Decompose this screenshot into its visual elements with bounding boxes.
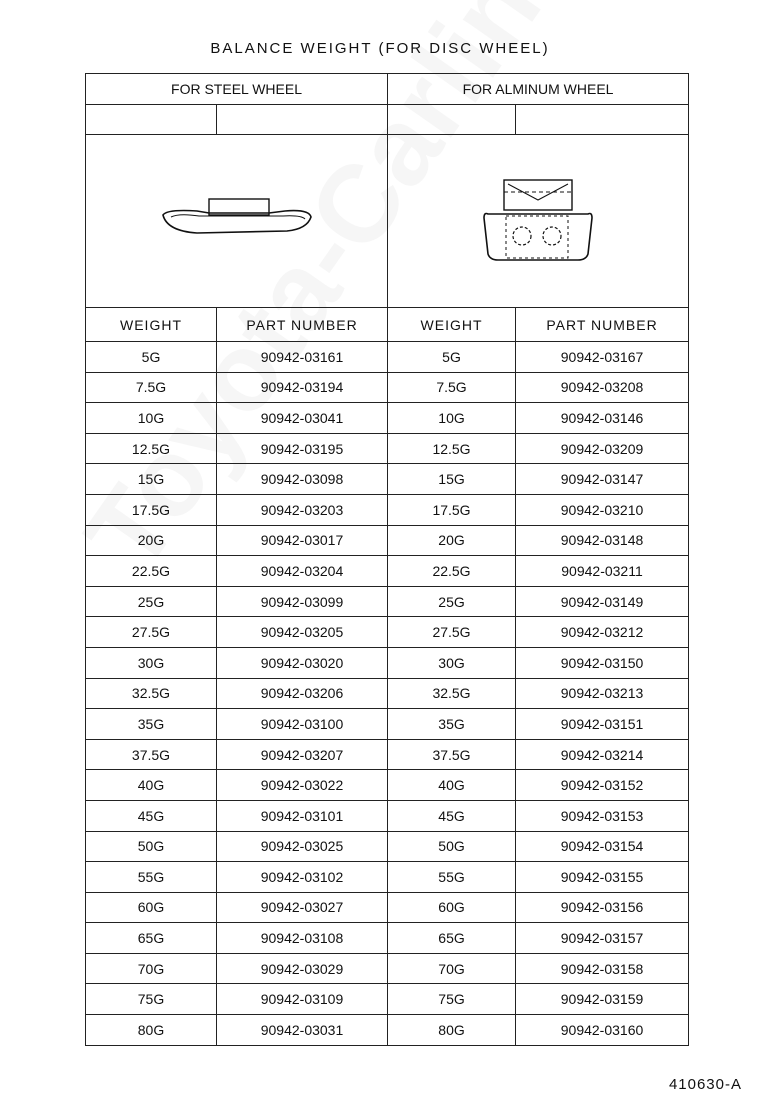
steel-wheel-header: FOR STEEL WHEEL [86, 74, 388, 105]
aluminum-part-number-cell: 90942-03211 [516, 556, 689, 587]
aluminum-weight-cell: 35G [388, 709, 516, 740]
blank-cell [388, 105, 516, 135]
aluminum-part-number-cell: 90942-03151 [516, 709, 689, 740]
table-row [86, 433, 689, 464]
figure-id: 410630-A [668, 1076, 742, 1093]
table-row [86, 617, 689, 648]
steel-weight-cell: 70G [86, 953, 217, 984]
aluminum-weight-illustration [478, 176, 598, 266]
steel-part-number-cell: 90942-03109 [217, 984, 388, 1015]
blank-cell [217, 105, 388, 135]
aluminum-part-number-cell: 90942-03214 [516, 739, 689, 770]
steel-part-number-cell: 90942-03017 [217, 525, 388, 556]
aluminum-part-number-cell: 90942-03208 [516, 372, 689, 403]
aluminum-weight-cell: 5G [388, 342, 516, 373]
table-row [86, 923, 689, 954]
steel-part-number-cell: 90942-03098 [217, 464, 388, 495]
aluminum-weight-cell: 37.5G [388, 739, 516, 770]
steel-part-number-cell: 90942-03108 [217, 923, 388, 954]
aluminum-weight-cell: 15G [388, 464, 516, 495]
steel-weight-cell: 5G [86, 342, 217, 373]
steel-part-number-cell: 90942-03100 [217, 709, 388, 740]
steel-weight-cell: 22.5G [86, 556, 217, 587]
steel-weight-column-header: WEIGHT [86, 308, 217, 342]
steel-part-number-cell: 90942-03029 [217, 953, 388, 984]
aluminum-weight-cell: 17.5G [388, 494, 516, 525]
aluminum-part-number-cell: 90942-03158 [516, 953, 689, 984]
aluminum-part-number-cell: 90942-03213 [516, 678, 689, 709]
aluminum-part-number-cell: 90942-03147 [516, 464, 689, 495]
steel-part-number-cell: 90942-03207 [217, 739, 388, 770]
table-row [86, 372, 689, 403]
steel-weight-illustration-cell [86, 135, 388, 308]
aluminum-part-number-cell: 90942-03210 [516, 494, 689, 525]
steel-weight-cell: 75G [86, 984, 217, 1015]
aluminum-weight-cell: 25G [388, 586, 516, 617]
steel-weight-cell: 37.5G [86, 739, 217, 770]
table-row [86, 1015, 689, 1046]
blank-cell [516, 105, 689, 135]
steel-part-number-cell: 90942-03195 [217, 433, 388, 464]
steel-weight-cell: 40G [86, 770, 217, 801]
steel-weight-cell: 55G [86, 862, 217, 893]
steel-weight-cell: 30G [86, 647, 217, 678]
steel-weight-cell: 65G [86, 923, 217, 954]
steel-part-number-cell: 90942-03102 [217, 862, 388, 893]
table-row [86, 739, 689, 770]
table-row [86, 556, 689, 587]
table-row [86, 892, 689, 923]
steel-part-number-cell: 90942-03206 [217, 678, 388, 709]
aluminum-weight-cell: 30G [388, 647, 516, 678]
table-row [86, 464, 689, 495]
aluminum-part-number-cell: 90942-03157 [516, 923, 689, 954]
table-row [86, 984, 689, 1015]
steel-part-number-cell: 90942-03194 [217, 372, 388, 403]
aluminum-part-number-cell: 90942-03160 [516, 1015, 689, 1046]
table-row [86, 800, 689, 831]
aluminum-part-number-cell: 90942-03146 [516, 403, 689, 434]
steel-part-number-cell: 90942-03041 [217, 403, 388, 434]
aluminum-part-number-column-header: PART NUMBER [516, 308, 689, 342]
table-row [86, 770, 689, 801]
aluminum-part-number-cell: 90942-03212 [516, 617, 689, 648]
table-row [86, 831, 689, 862]
steel-weight-cell: 45G [86, 800, 217, 831]
steel-weight-cell: 17.5G [86, 494, 217, 525]
aluminum-weight-illustration-cell [388, 135, 689, 308]
aluminum-weight-cell: 60G [388, 892, 516, 923]
steel-part-number-cell: 90942-03099 [217, 586, 388, 617]
table-row [86, 342, 689, 373]
aluminum-weight-cell: 7.5G [388, 372, 516, 403]
aluminum-weight-cell: 22.5G [388, 556, 516, 587]
steel-weight-cell: 50G [86, 831, 217, 862]
aluminum-part-number-cell: 90942-03159 [516, 984, 689, 1015]
aluminum-weight-cell: 12.5G [388, 433, 516, 464]
table-row [86, 862, 689, 893]
aluminum-weight-cell: 45G [388, 800, 516, 831]
aluminum-part-number-cell: 90942-03153 [516, 800, 689, 831]
steel-weight-cell: 80G [86, 1015, 217, 1046]
aluminum-part-number-cell: 90942-03156 [516, 892, 689, 923]
table-row [86, 647, 689, 678]
steel-weight-cell: 32.5G [86, 678, 217, 709]
aluminum-weight-cell: 40G [388, 770, 516, 801]
steel-weight-cell: 7.5G [86, 372, 217, 403]
steel-part-number-cell: 90942-03205 [217, 617, 388, 648]
aluminum-weight-cell: 50G [388, 831, 516, 862]
steel-weight-cell: 25G [86, 586, 217, 617]
aluminum-weight-cell: 32.5G [388, 678, 516, 709]
steel-weight-cell: 60G [86, 892, 217, 923]
balance-weight-table [85, 73, 689, 1046]
steel-part-number-cell: 90942-03027 [217, 892, 388, 923]
steel-part-number-cell: 90942-03204 [217, 556, 388, 587]
table-row [86, 709, 689, 740]
steel-weight-illustration [157, 191, 317, 251]
aluminum-part-number-cell: 90942-03152 [516, 770, 689, 801]
aluminum-weight-cell: 75G [388, 984, 516, 1015]
aluminum-weight-cell: 55G [388, 862, 516, 893]
aluminum-weight-cell: 70G [388, 953, 516, 984]
steel-weight-cell: 27.5G [86, 617, 217, 648]
table-row [86, 525, 689, 556]
table-row [86, 586, 689, 617]
blank-cell [86, 105, 217, 135]
steel-weight-cell: 15G [86, 464, 217, 495]
aluminum-wheel-header: FOR ALMINUM WHEEL [388, 74, 689, 105]
steel-part-number-cell: 90942-03101 [217, 800, 388, 831]
aluminum-weight-cell: 27.5G [388, 617, 516, 648]
aluminum-part-number-cell: 90942-03209 [516, 433, 689, 464]
aluminum-weight-column-header: WEIGHT [388, 308, 516, 342]
steel-part-number-cell: 90942-03022 [217, 770, 388, 801]
table-row [86, 494, 689, 525]
aluminum-part-number-cell: 90942-03148 [516, 525, 689, 556]
table-row [86, 678, 689, 709]
aluminum-part-number-cell: 90942-03150 [516, 647, 689, 678]
steel-part-number-cell: 90942-03161 [217, 342, 388, 373]
aluminum-weight-cell: 80G [388, 1015, 516, 1046]
aluminum-part-number-cell: 90942-03154 [516, 831, 689, 862]
table-row [86, 953, 689, 984]
steel-part-number-cell: 90942-03020 [217, 647, 388, 678]
aluminum-weight-cell: 20G [388, 525, 516, 556]
aluminum-weight-cell: 10G [388, 403, 516, 434]
steel-weight-cell: 20G [86, 525, 217, 556]
steel-weight-cell: 12.5G [86, 433, 217, 464]
steel-part-number-cell: 90942-03203 [217, 494, 388, 525]
steel-part-number-cell: 90942-03025 [217, 831, 388, 862]
aluminum-part-number-cell: 90942-03167 [516, 342, 689, 373]
steel-weight-cell: 10G [86, 403, 217, 434]
aluminum-part-number-cell: 90942-03149 [516, 586, 689, 617]
page-title: BALANCE WEIGHT (FOR DISC WHEEL) [210, 40, 550, 57]
aluminum-weight-cell: 65G [388, 923, 516, 954]
steel-weight-cell: 35G [86, 709, 217, 740]
steel-part-number-cell: 90942-03031 [217, 1015, 388, 1046]
steel-part-number-column-header: PART NUMBER [217, 308, 388, 342]
table-row [86, 403, 689, 434]
aluminum-part-number-cell: 90942-03155 [516, 862, 689, 893]
